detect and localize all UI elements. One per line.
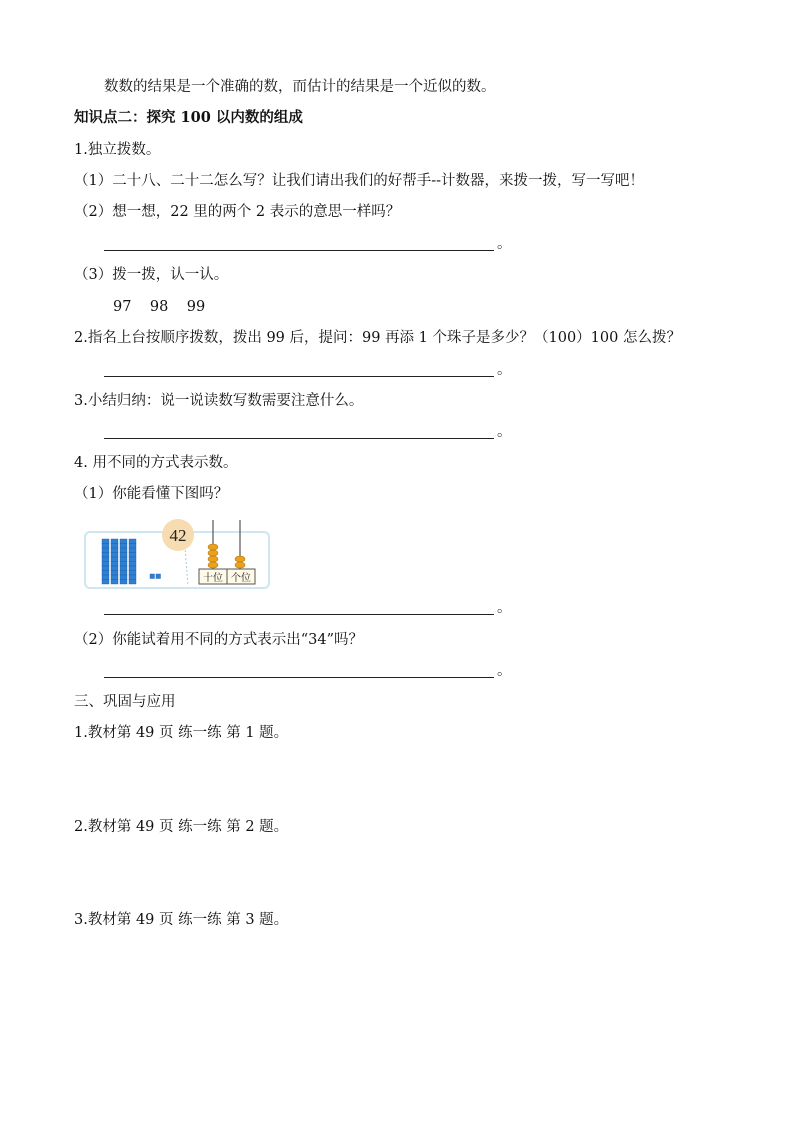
answer-line-1[interactable] (104, 234, 512, 254)
ten-rod-cube (120, 548, 127, 553)
ten-rod-cube (111, 544, 118, 549)
ten-rod-cube (120, 580, 127, 585)
ten-rod-cube (102, 566, 109, 571)
abacus-bead (208, 550, 218, 556)
answer-line-4[interactable] (104, 598, 512, 618)
ten-rod-cube (120, 544, 127, 549)
ten-rod-cube (102, 571, 109, 576)
item-2: 2.指名上台按顺序拨数，拨出 99 后，提问：99 再添 1 个珠子是多少？（100）100 怎么拨？ (74, 330, 681, 346)
ten-rod-cube (120, 566, 127, 571)
unit-cube (156, 574, 161, 579)
ten-rod-cube (129, 553, 136, 558)
ten-rod-cube (102, 557, 109, 562)
ten-rod-cube (120, 575, 127, 580)
abacus-bead (208, 544, 218, 550)
number-42-illustration (84, 516, 272, 592)
ten-rod-cube (120, 553, 127, 558)
ten-rod-cube (120, 562, 127, 567)
ten-rod-cube (129, 539, 136, 544)
answer-rule (104, 614, 494, 615)
practice-item-2: 2.教材第 49 页 练一练 第 2 题。 (74, 819, 289, 835)
ten-rod-cube (102, 562, 109, 567)
number-sequence: 97 98 99 (113, 299, 206, 315)
intro-sentence: 数数的结果是一个准确的数，而估计的结果是一个近似的数。 (104, 79, 496, 95)
ones-label: 个位 (231, 573, 251, 584)
practice-item-3: 3.教材第 49 页 练一练 第 3 题。 (74, 912, 289, 928)
ten-rod-cube (129, 575, 136, 580)
ten-rod-cube (129, 580, 136, 585)
ten-rod-cube (120, 539, 127, 544)
item-4-sub-1: （1）你能看懂下图吗？ (74, 486, 229, 502)
ten-rod-cube (102, 544, 109, 549)
item-3: 3.小结归纳：说一说读数写数需要注意什么。 (74, 393, 364, 409)
ten-rod-cube (111, 562, 118, 567)
answer-rule (104, 677, 494, 678)
answer-period: 。 (497, 236, 512, 252)
answer-line-3[interactable] (104, 422, 512, 442)
answer-rule (104, 376, 494, 377)
ten-rod-cube (129, 544, 136, 549)
ten-rod-cube (111, 557, 118, 562)
ten-rod-cube (111, 566, 118, 571)
ten-rod-cube (102, 553, 109, 558)
ten-rod-cube (111, 571, 118, 576)
answer-line-5[interactable] (104, 661, 512, 681)
ten-rod-cube (111, 539, 118, 544)
item-4: 4. 用不同的方式表示数。 (74, 455, 238, 471)
abacus-bead (235, 562, 245, 568)
ten-rod-cube (129, 548, 136, 553)
ten-rod-cube (129, 571, 136, 576)
answer-period: 。 (497, 362, 512, 378)
practice-item-1: 1.教材第 49 页 练一练 第 1 题。 (74, 725, 289, 741)
ten-rod-cube (111, 548, 118, 553)
ten-rod-cube (120, 557, 127, 562)
ten-rod-cube (102, 548, 109, 553)
abacus-bead (208, 556, 218, 562)
item-1-title: 1.独立拨数。 (74, 142, 161, 158)
answer-period: 。 (497, 600, 512, 616)
item-1-sub-2: （2）想一想，22 里的两个 2 表示的意思一样吗？ (74, 204, 401, 220)
ten-rod-cube (111, 553, 118, 558)
item-1-sub-3: （3）拨一拨，认一认。 (74, 267, 229, 283)
ten-rod-cube (120, 571, 127, 576)
unit-cube (150, 574, 155, 579)
answer-period: 。 (497, 663, 512, 679)
tens-label: 十位 (203, 573, 223, 584)
ten-rod-cube (102, 575, 109, 580)
section-heading-knowledge-point-2: 知识点二：探究 100 以内数的组成 (74, 109, 303, 126)
ten-rod-cube (111, 580, 118, 585)
abacus-bead (235, 556, 245, 562)
abacus-bead (208, 562, 218, 568)
number-badge-text: 42 (169, 526, 187, 545)
answer-period: 。 (497, 424, 512, 440)
section-heading-practice: 三、巩固与应用 (74, 694, 176, 710)
item-1-sub-1: （1）二十八、二十二怎么写？让我们请出我们的好帮手--计数器，来拨一拨，写一写吧！ (74, 173, 645, 189)
ten-rod-cube (129, 566, 136, 571)
ten-rod-cube (102, 539, 109, 544)
item-4-sub-2: （2）你能试着用不同的方式表示出“34”吗？ (74, 632, 364, 648)
ten-rod-cube (129, 557, 136, 562)
answer-rule (104, 438, 494, 439)
answer-rule (104, 250, 494, 251)
ten-rod-cube (102, 580, 109, 585)
ten-rod-cube (111, 575, 118, 580)
ten-rod-cube (129, 562, 136, 567)
answer-line-2[interactable] (104, 360, 512, 380)
